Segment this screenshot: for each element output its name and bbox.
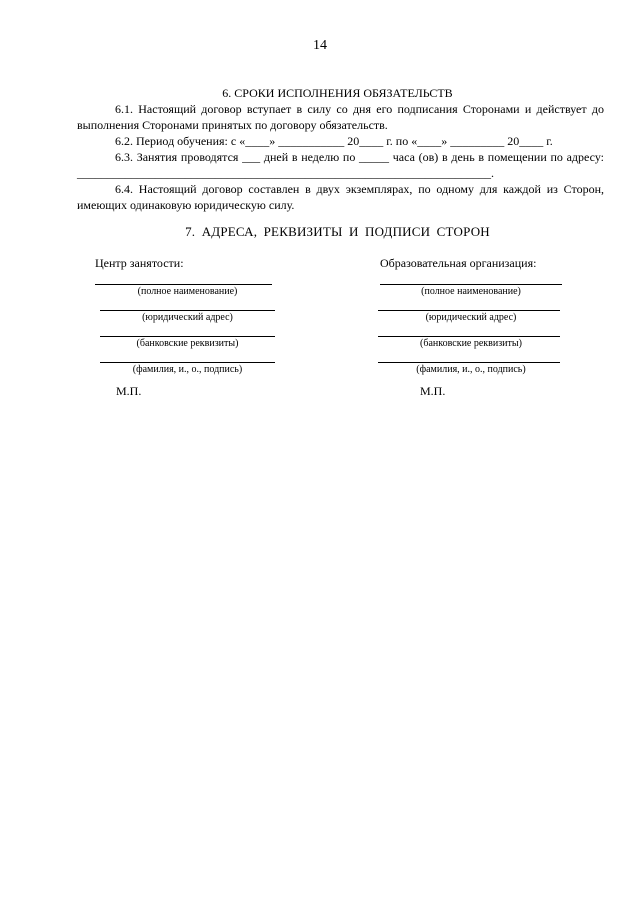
caption-bank-details: (банковские реквизиты) [136,338,239,349]
party-title: Образовательная организация: [380,256,537,270]
signature-line [378,354,560,363]
signature-line [378,328,560,337]
caption-signature: (фамилия, и., о., подпись) [416,364,526,375]
section-6-title: 6. СРОКИ ИСПОЛНЕНИЯ ОБЯЗАТЕЛЬСТВ [222,86,453,100]
signature-line [380,276,562,285]
signature-line [100,354,275,363]
signature-line [100,302,275,311]
caption-legal-address: (юридический адрес) [425,312,517,323]
stamp-placeholder-right: М.П. [420,384,446,398]
paragraph-6-4-text: 6.4. Настоящий договор составлен в двух экземплярах, по одному для каждой из Сторон, имеющих одинаковую юридическую силу. [77,182,604,212]
caption-full-name: (полное наименование) [421,286,521,297]
paragraph-6-2 [77,133,604,149]
signature-line [100,328,275,337]
stamp-placeholder-left: М.П. [116,384,142,398]
caption-full-name: (полное наименование) [137,286,238,297]
paragraph-6-3 [77,149,604,181]
party-employment-center [95,254,325,376]
party-educational-organization [380,254,610,376]
caption-bank-details: (банковские реквизиты) [420,338,522,349]
party-title: Центр занятости: [95,256,184,270]
paragraph-6-3-text: 6.3. Занятия проводятся ___ дней в неделю по _____ часа (ов) в день в помещении по адресу: _____________________________________________________________________. [77,150,604,180]
signature-line [95,276,272,285]
paragraph-6-2-text: 6.2. Период обучения: с «____» ___________ 20____ г. по «____» _________ 20____ г. [115,134,553,148]
section-7-title: 7. АДРЕСА, РЕКВИЗИТЫ И ПОДПИСИ СТОРОН [185,224,490,239]
paragraph-6-1-text: 6.1. Настоящий договор вступает в силу со дня его подписания Сторонами и действует до выполнения Сторонами принятых по договору обязательств. [77,102,604,132]
signature-line [378,302,560,311]
caption-legal-address: (юридический адрес) [142,312,233,323]
paragraph-6-4 [77,181,604,213]
caption-signature: (фамилия, и., о., подпись) [132,364,243,375]
page-number: 14 [313,38,327,53]
paragraph-6-1 [77,101,604,133]
